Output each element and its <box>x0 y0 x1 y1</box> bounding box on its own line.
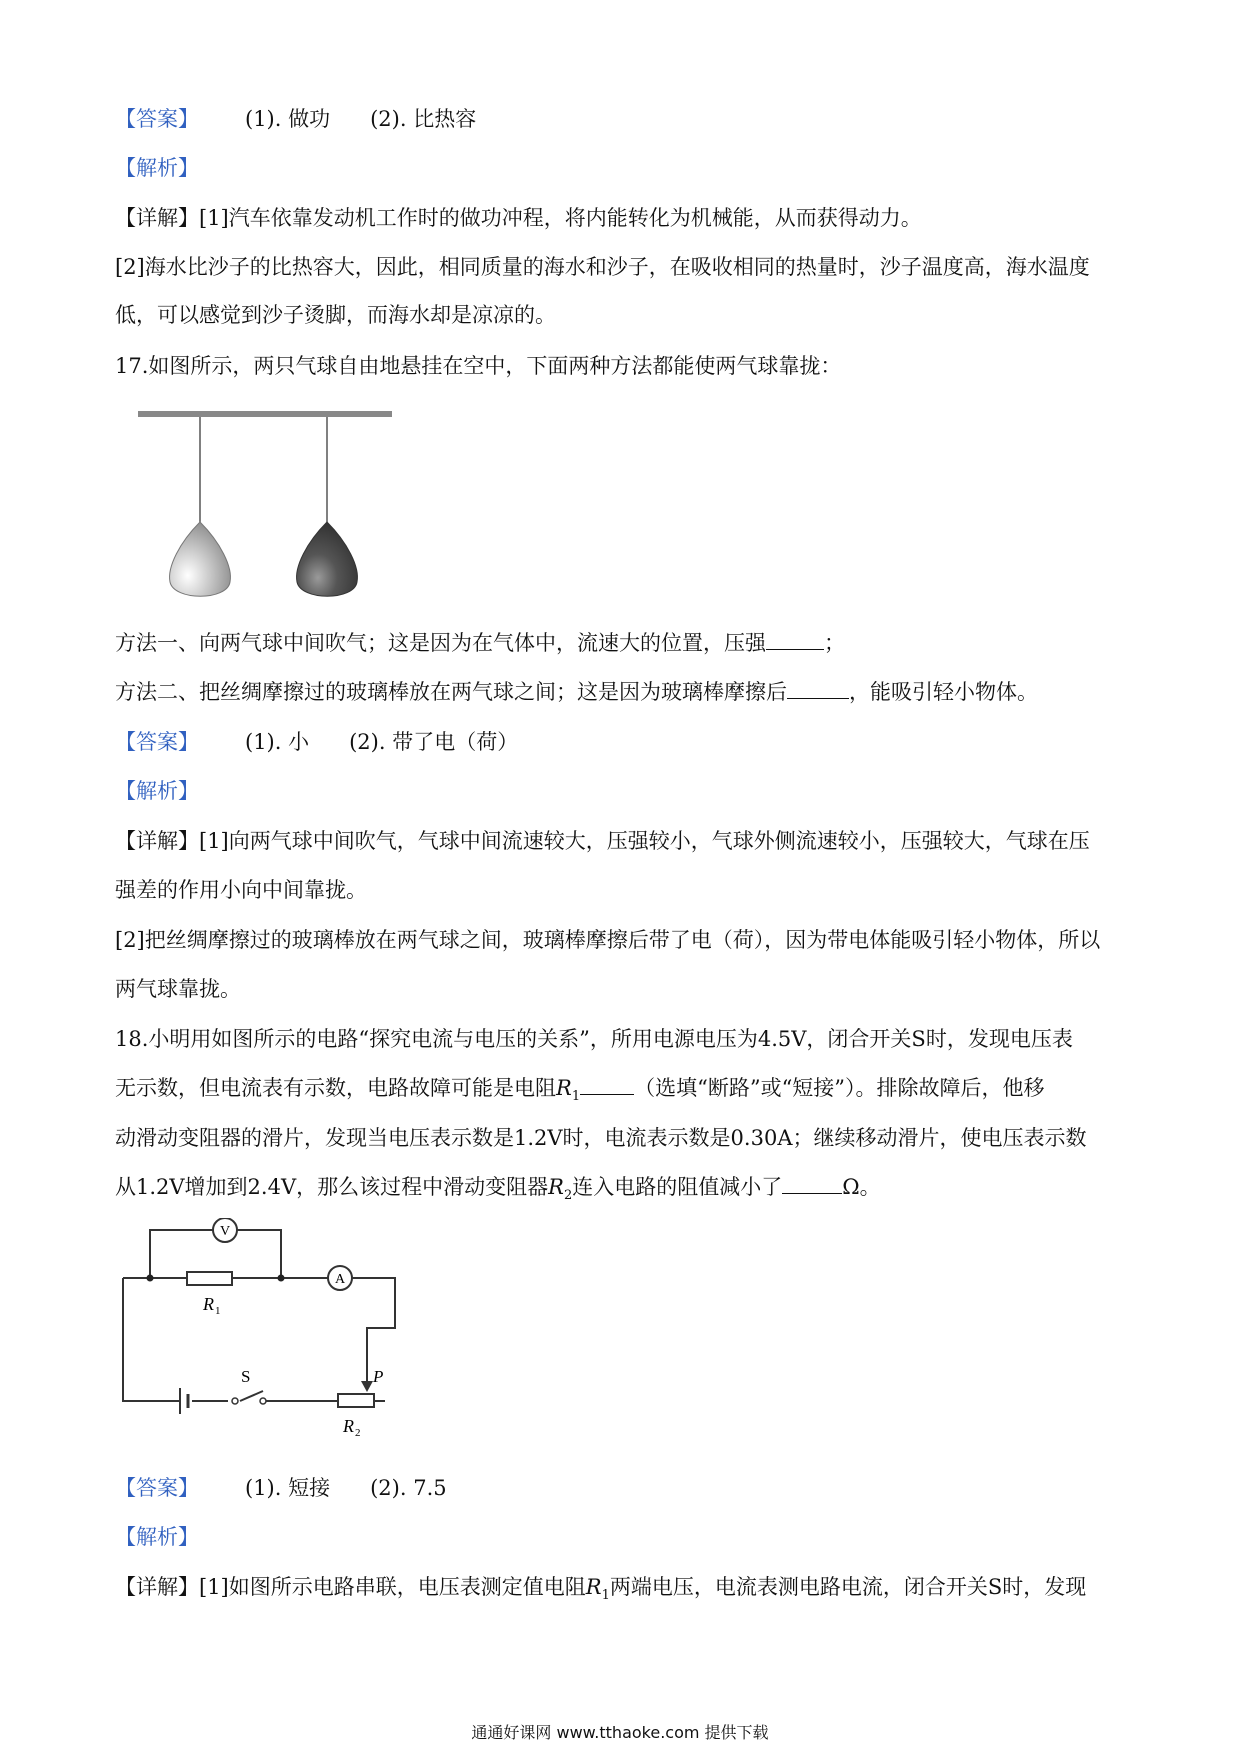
q17-question <box>115 351 841 381</box>
q17-detail-line-3 <box>115 925 1100 955</box>
detail-text: 强差的作用小向中间靠拢。 <box>115 878 367 902</box>
resistor-subscript: 1 <box>601 1588 610 1604</box>
balloon-light <box>170 522 231 596</box>
detail-tag: 【详解】 <box>115 829 199 853</box>
q18-question-line-2 <box>115 1073 1045 1112</box>
q16-answer-line <box>115 104 476 134</box>
analysis-tag: 【解析】 <box>115 779 199 803</box>
analysis-tag: 【解析】 <box>115 1525 199 1549</box>
answer-tag: 【答案】 <box>115 1476 199 1500</box>
rheostat-r2 <box>338 1394 374 1407</box>
q17-detail-line-4 <box>115 974 241 1004</box>
resistor-symbol: R <box>548 1175 564 1199</box>
ammeter-label: A <box>334 1272 346 1287</box>
q17-detail-line-2 <box>115 875 367 905</box>
resistor-symbol: R <box>585 1575 602 1599</box>
answer-1: (1). 做功 <box>245 107 331 131</box>
r2-subscript: 2 <box>355 1427 361 1439</box>
detail-text: [1]如图所示电路串联，电压表测定值电阻 <box>199 1575 586 1599</box>
fill-blank <box>787 680 849 699</box>
fill-blank <box>782 1175 842 1194</box>
q17-analysis-line <box>115 776 199 806</box>
resistor-subscript: 2 <box>563 1188 573 1204</box>
method-text: ，能吸引轻小物体。 <box>849 680 1038 704</box>
q17-detail-line-1 <box>115 826 1090 856</box>
q17-answer-line <box>115 727 518 757</box>
q17-method-1 <box>115 628 845 658</box>
analysis-tag: 【解析】 <box>115 156 199 180</box>
question-text: 17.如图所示，两只气球自由地悬挂在空中，下面两种方法都能使两气球靠拢： <box>115 354 842 378</box>
q16-analysis-line <box>115 153 199 183</box>
method-text: ； <box>824 631 845 655</box>
q18-answer-line <box>115 1473 447 1503</box>
top-wire <box>123 1278 395 1348</box>
detail-tag: 【详解】 <box>115 206 199 230</box>
detail-text: [2]海水比沙子的比热容大，因此，相同质量的海水和沙子，在吸收相同的热量时，沙子温度高，海水温度 <box>115 255 1090 279</box>
answer-1: (1). 小 <box>245 730 310 754</box>
q16-detail-line-3 <box>115 300 556 330</box>
answer-2: (2). 7.5 <box>370 1476 447 1500</box>
balloon-dark <box>297 522 358 596</box>
q16-detail-line-2 <box>115 252 1090 282</box>
fill-blank <box>580 1076 634 1095</box>
resistor-r1 <box>187 1272 232 1285</box>
answer-1: (1). 短接 <box>245 1476 331 1500</box>
q18-detail-line-1 <box>115 1572 1086 1611</box>
answer-tag: 【答案】 <box>115 730 199 754</box>
circuit-diagram <box>115 1218 415 1448</box>
r1-subscript: 1 <box>215 1305 221 1317</box>
r1-label: R <box>203 1294 214 1314</box>
fill-blank <box>766 631 824 650</box>
q18-question-line-4 <box>115 1172 881 1211</box>
r2-label: R <box>343 1416 354 1436</box>
hanging-bar <box>138 411 392 417</box>
detail-tag: 【详解】 <box>115 1575 199 1599</box>
detail-text: 两气球靠拢。 <box>115 977 241 1001</box>
left-bottom-wire <box>123 1278 385 1401</box>
question-text: 从1.2V增加到2.4V，那么该过程中滑动变阻器 <box>115 1175 549 1199</box>
method-text: 方法二、把丝绸摩擦过的玻璃棒放在两气球之间；这是因为玻璃棒摩擦后 <box>115 680 787 704</box>
junction-dot <box>278 1275 285 1282</box>
question-text: （选填“断路”或“短接”）。排除故障后，他移 <box>634 1076 1045 1100</box>
detail-text: 两端电压，电流表测电路电流，闭合开关S时，发现 <box>609 1575 1087 1599</box>
answer-2: (2). 带了电（荷） <box>349 730 519 754</box>
switch-contact <box>232 1398 238 1404</box>
voltmeter-label: V <box>219 1224 231 1239</box>
answer-2: (2). 比热容 <box>370 107 477 131</box>
q16-detail-line-1 <box>115 203 922 233</box>
detail-text: [1]向两气球中间吹气，气球中间流速较大，压强较小，气球外侧流速较小，压强较大，气球在压 <box>199 829 1090 853</box>
question-text: Ω。 <box>842 1175 881 1199</box>
question-text: 连入电路的阻值减小了 <box>572 1175 783 1199</box>
question-text: 18.小明用如图所示的电路“探究电流与电压的关系”，所用电源电压为4.5V，闭合开关S时，发现电压表 <box>115 1027 1073 1051</box>
slider-label: P <box>373 1367 384 1386</box>
detail-text: 低，可以感觉到沙子烫脚，而海水却是凉凉的。 <box>115 303 556 327</box>
switch-label: S <box>241 1367 251 1386</box>
answer-tag: 【答案】 <box>115 107 199 131</box>
balloons-figure <box>130 402 400 607</box>
junction-dot <box>147 1275 154 1282</box>
detail-text: [2]把丝绸摩擦过的玻璃棒放在两气球之间，玻璃棒摩擦后带了电（荷），因为带电体能吸引轻小物体，所以 <box>115 928 1101 952</box>
detail-text: [1]汽车依靠发动机工作时的做功冲程，将内能转化为机械能，从而获得动力。 <box>199 206 922 230</box>
question-text: 无示数，但电流表有示数，电路故障可能是电阻 <box>115 1076 556 1100</box>
page-footer: 通通好课网 www.tthaoke.com 提供下载 <box>471 1723 769 1742</box>
q17-method-2 <box>115 677 1038 707</box>
method-text: 方法一、向两气球中间吹气；这是因为在气体中，流速大的位置，压强 <box>115 631 766 655</box>
switch-contact <box>260 1398 266 1404</box>
q18-analysis-line <box>115 1522 199 1552</box>
resistor-symbol: R <box>556 1076 572 1100</box>
resistor-subscript: 1 <box>571 1089 581 1105</box>
q18-question-line-1 <box>115 1024 1073 1054</box>
q18-question-line-3 <box>115 1123 1086 1153</box>
question-text: 动滑动变阻器的滑片，发现当电压表示数是1.2V时，电流表示数是0.30A；继续移动滑片，使电压表示数 <box>115 1126 1087 1150</box>
